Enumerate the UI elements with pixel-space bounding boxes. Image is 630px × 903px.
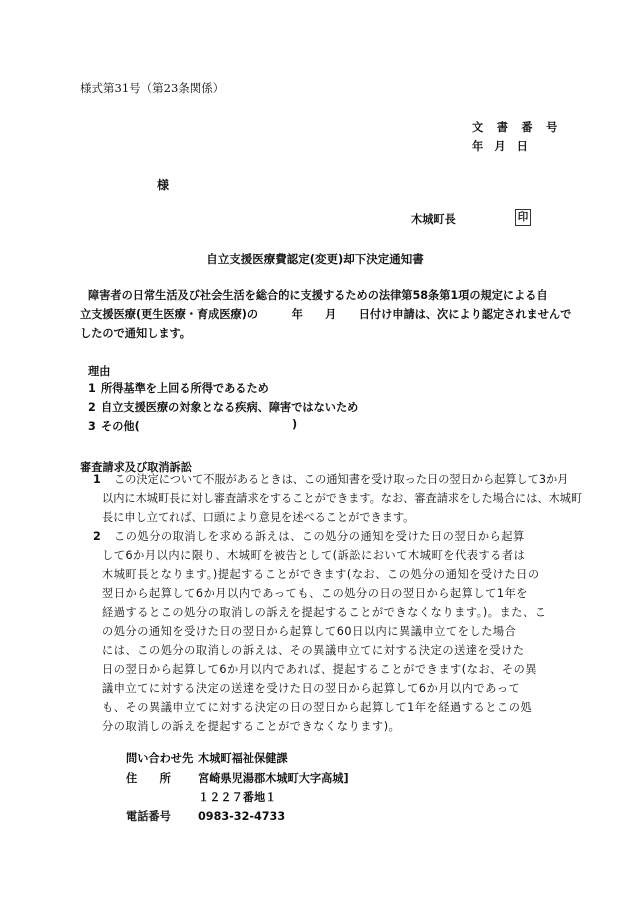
- addressee: 様: [157, 178, 170, 192]
- address-line-2: １２２７番地１: [198, 791, 277, 804]
- form-number: 様式第31号（第23条関係）: [80, 81, 225, 95]
- appeal-line: 議申立てに対する決定の送達を受けた日の翌日から起算して6か月以内であって: [102, 682, 521, 695]
- contact-inquiry: [126, 750, 288, 766]
- other-reason-close: ): [292, 418, 298, 431]
- appeal-item-2: [93, 527, 551, 736]
- appeal-line: 木城町長となります。)提起することができます(なお、この処分の通知を受けた日の: [102, 568, 540, 581]
- appeal-line: 経過するとこの処分の取消しの訴えを提起することができなくなります。)。また、こ: [102, 606, 547, 619]
- phone-value: 0983-32-4733: [198, 810, 286, 823]
- reason-text: 自立支援医療の対象となる疾病、障害ではないため: [101, 401, 359, 414]
- body-paragraph: [80, 286, 572, 343]
- seal-box: 印: [515, 209, 531, 226]
- appeal-line: 以内に木城町長に対し審査請求をすることができます。なお、審査請求をした場合には、木城町: [102, 492, 583, 505]
- reasons-heading: 理由: [88, 365, 111, 378]
- appeal-line: この処分の取消しを求める訴えは、この処分の通知を受けた日の翌日から起算: [114, 530, 525, 543]
- phone-label: 電話番号: [126, 810, 171, 823]
- appeal-line: 日の翌日から起算して6か月以内であれば、提起することができます(なお、その異: [102, 663, 538, 676]
- appeal-item-number: 2: [93, 530, 101, 543]
- address-label: 住 所: [126, 772, 171, 785]
- appeal-line: には、この処分の取消しの訴えは、その異議申立てに対する決定の送達を受けた: [102, 644, 525, 657]
- appeal-item-1: [93, 470, 583, 527]
- issuer: 木城町長: [411, 213, 456, 226]
- contact-address: [126, 770, 349, 786]
- reason-text: その他(: [101, 420, 140, 433]
- appeal-item-number: 1: [93, 473, 101, 486]
- appeal-line: の処分の通知を受けた日の翌日から起算して60日以内に異議申立てをした場合: [102, 625, 517, 638]
- reason-item: [88, 418, 140, 434]
- appeal-line: 長に申し立てれば、口頭により意見を述べることができます。: [102, 511, 415, 524]
- reason-text: 所得基準を上回る所得であるため: [101, 382, 269, 395]
- reason-number: 2: [88, 401, 96, 414]
- appeal-line: 分の取消しの訴えを提起することができなくなります)。: [102, 720, 401, 733]
- inquiry-value: 木城町福祉保健課: [198, 752, 288, 765]
- appeal-line: 翌日から起算して6か月以内であっても、この処分の日の翌日から起算して1年を: [102, 587, 529, 600]
- reason-item: [88, 380, 269, 396]
- contact-phone: [126, 808, 285, 824]
- body-line: したので通知します。: [80, 327, 191, 340]
- body-line: 立支援医療(更生医療・育成医療)の 年 月 日付け申請は、次により認定されませんで: [80, 308, 572, 321]
- address-line-1: 宮崎県児湯郡木城町大字高城]: [198, 772, 349, 785]
- body-line: 障害者の日常生活及び社会生活を総合的に支援するための法律第58条第1項の規定による自: [88, 289, 548, 302]
- reason-number: 1: [88, 382, 96, 395]
- document-title: 自立支援医療費認定(変更)却下決定通知書: [206, 252, 424, 266]
- date-label: 年 月 日: [472, 140, 528, 153]
- document-number-label: 文書番号: [472, 121, 571, 134]
- appeal-line: この決定について不服があるときは、この通知書を受け取った日の翌日から起算して3か月: [114, 473, 569, 486]
- inquiry-label: 問い合わせ先: [126, 752, 194, 765]
- appeal-line: して6か月以内に限り、木城町を被告として(訴訟において木城町を代表する者は: [102, 549, 526, 562]
- reason-item: [88, 399, 358, 415]
- appeal-line: も、その異議申立てに対する決定の日の翌日から起算して1年を経過するとこの処: [102, 701, 533, 714]
- appeal-heading: 審査請求及び取消訴訟: [80, 461, 192, 474]
- reason-number: 3: [88, 420, 96, 433]
